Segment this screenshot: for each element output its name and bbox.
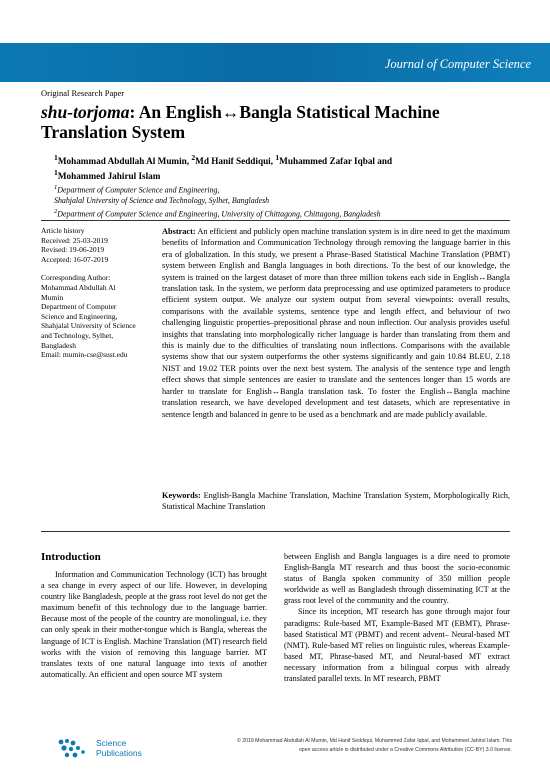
corresponding-line: Mumin xyxy=(41,292,64,302)
corresponding-line: Science and Engineering, xyxy=(41,311,118,321)
author-list xyxy=(54,152,454,182)
paper-title xyxy=(41,102,521,142)
author-sup: 2 xyxy=(191,153,196,162)
title-italic: shu-torjoma xyxy=(41,102,130,122)
abstract xyxy=(162,226,510,420)
logo-line: Science xyxy=(96,738,127,748)
author-sup: 1 xyxy=(275,153,280,162)
affil-sup: 1 xyxy=(54,184,58,191)
paragraph: between English and Bangla languages is a dire need to promote English-Bangla MT research and thus boost the socio-economic status of Bangla spoken community of 350 million people worldwide as well as Bangladesh through disseminating ICT at the grass root level of the community and the country. xyxy=(284,552,510,606)
revised-date: Revised: 19-06-2019 xyxy=(41,245,105,255)
author-name: Mohammad Abdullah Al Mumin, xyxy=(57,156,192,167)
article-sidebar xyxy=(41,226,146,360)
corresponding-line: Shahjalal University of Science xyxy=(41,321,136,331)
corresponding-line: Department of Computer xyxy=(41,302,117,312)
author-name: Mohammed Jahirul Islam xyxy=(57,171,161,182)
history-label: Article history xyxy=(41,226,85,235)
author-name: Muhammed Zafar Iqbal and xyxy=(279,156,393,167)
publisher-logo-text xyxy=(96,738,142,758)
author-sup: 1 xyxy=(54,153,58,162)
science-publications-logo-icon xyxy=(56,737,94,761)
author-name: Md Hanif Seddiqui, xyxy=(195,156,276,167)
journal-title: Journal of Computer Science xyxy=(384,57,531,71)
affiliations xyxy=(54,183,474,220)
intro-right-column xyxy=(284,551,510,684)
affiliation-line: Shahjalal University of Science and Technology, Sylhet, Bangladesh xyxy=(54,196,270,206)
corresponding-email: Email: mumin-cse@sust.edu xyxy=(41,350,128,360)
affiliation-line: Department of Computer Science and Engineering, xyxy=(57,185,220,195)
title-rest: : An English↔Bangla Statistical Machine Translation System xyxy=(41,102,440,142)
corresponding-label: Corresponding Author: xyxy=(41,273,111,283)
divider-top xyxy=(41,220,510,221)
keywords xyxy=(162,490,510,513)
abstract-label: Abstract: xyxy=(162,227,196,236)
keywords-label: Keywords: xyxy=(162,491,201,500)
corresponding-line: Bangladesh xyxy=(41,340,76,350)
affil-sup: 2 xyxy=(54,207,58,215)
paper-type: Original Research Paper xyxy=(41,88,125,98)
copyright-line: open access article is distributed under a Creative Commons Attribution (CC-BY) 3.0 license. xyxy=(298,747,512,753)
keywords-text: English-Bangla Machine Translation, Machine Translation System, Morphologically Rich, Statistical Machine Translation xyxy=(162,491,510,512)
journal-banner xyxy=(0,43,550,82)
divider-bottom xyxy=(41,531,510,532)
author-sup: 1 xyxy=(54,168,58,178)
abstract-text: An efficient and publicly open machine translation system is in dire need to get the maximum benefits of Information and Communication Technology through removing the language barrier in this era of globalization. In this study, we present a Phrase-Based Statistical Machine Translation (PBMT) system between English and Bangla languages in both directions. To the best of our knowledge, the system is trained on the largest dataset of more than three million tokens each side in English↔Bangla translation task. In the system, we perform data preprocessing and use optimized parameters to produce efficient system output. We analyze our system output from several viewpoints: overall results, comparisons with the available systems, sentence type and length effect, and behaviour of two challenging linguistic properties–prepositional phrase and noun inflection. Our analysis provides useful insights that translating into morphologically richer language is harder than translating from them and this is mainly due to the difficulties of translating noun inflections. Comparisons with the available systems show that our system outperforms the other systems significantly and gain 10.84 BLEU, 2.18 NIST and 19.02 TER points over the next best system. The analysis of the sentence type and length effect shows that simple sentences are easier to translate and the sentences longer than 15 words are harder to translate for English↔Bangla translation task. To foster the English↔Bangla machine translation research, we have developed development and test datasets, which are representative in sentence length and balanced in genre to be used as a benchmark and are made publicly available. xyxy=(162,227,510,419)
affiliation-line: Department of Computer Science and Engineering, University of Chittagong, Chittagong, Bangladesh xyxy=(57,209,381,219)
intro-heading: Introduction xyxy=(41,551,101,563)
paragraph: Since its inception, MT research has gone through major four paradigms: Rule-based MT, Example-Based MT (EBMT), Phrase-based Statistical MT (PBMT) and recent advent– Neural-based MT (NMT). Rule-based MT relies on linguistic rules, whereas Example-based MT, Phrase-based MT, and Neural-based MT extract necessary information from a bilingual corpus with already translated parallel texts. In MT research, PBMT xyxy=(284,607,510,684)
copyright-line: © 2019 Mohammad Abdullah Al Mumin, Md Hanif Seddiqui, Muhammed Zafar Iqbal, and Mohammed Jahirul Islam. This xyxy=(236,738,512,744)
corresponding-line: and Technology, Sylhet, xyxy=(41,330,114,340)
corresponding-line: Mohammad Abdullah Al xyxy=(41,282,116,292)
copyright-notice xyxy=(160,737,512,755)
accepted-date: Accepted: 16-07-2019 xyxy=(41,254,109,264)
logo-line: Publications xyxy=(96,748,142,758)
paragraph: Information and Communication Technology (ICT) has brought a sea change in every aspect of our life. However, in developing country like Bangladesh, people at the grass root level do not get the maximum benefit of this technology due to the language barrier. Because most of the people of the country are monolingual, i.e. they can only speak in their mother-tongue which is Bangla, whereas the language of ICT is English. Machine Translation (MT) research field works with the vision of removing this language barrier. MT translates texts of one natural language into texts of another automatically. An efficient and open source MT system xyxy=(41,570,267,679)
intro-left-column xyxy=(41,569,267,680)
received-date: Received: 25-03-2019 xyxy=(41,235,108,245)
